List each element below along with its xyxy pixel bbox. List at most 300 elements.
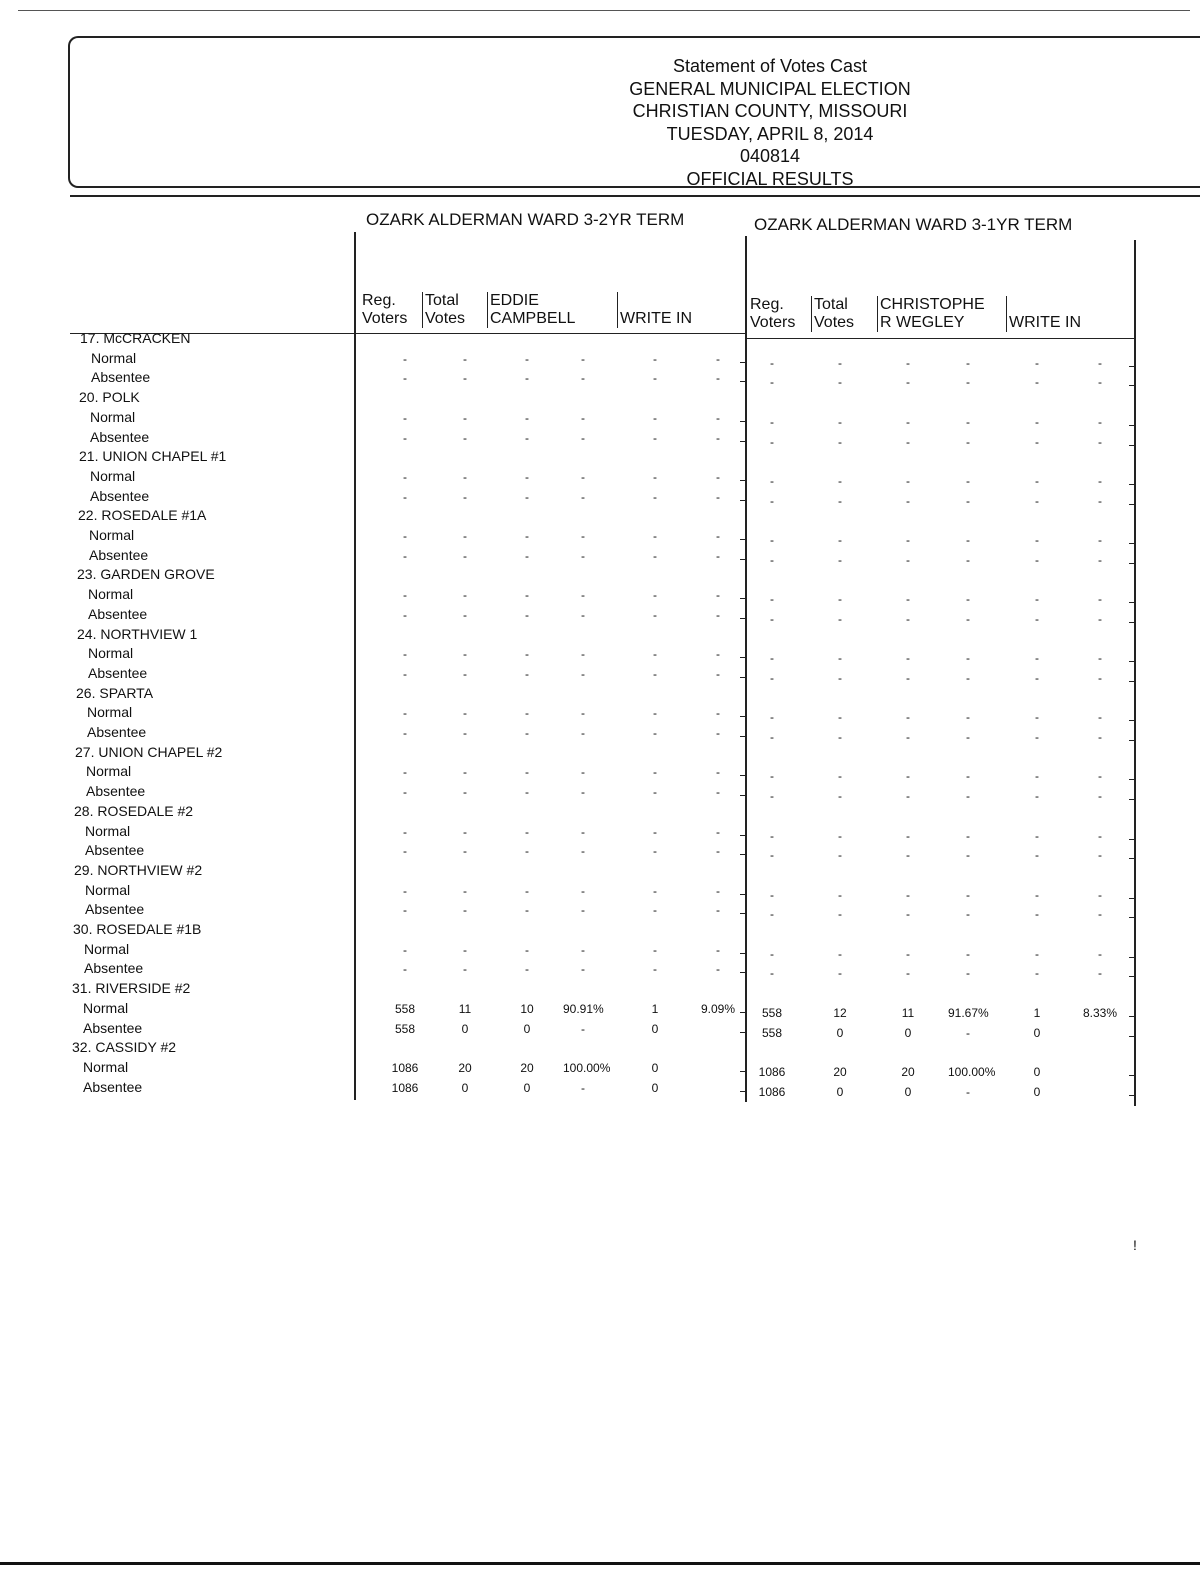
result-cell: -: [838, 415, 842, 429]
result-cell: -: [906, 769, 910, 783]
result-cell: -: [716, 470, 720, 484]
result-cell: -: [403, 884, 407, 898]
result-cell: 1086: [758, 1085, 786, 1099]
result-cell: -: [525, 608, 529, 622]
result-cell: -: [906, 907, 910, 921]
result-cell: -: [770, 671, 774, 685]
result-cell: -: [838, 769, 842, 783]
result-cell: 558: [761, 1026, 783, 1040]
precinct-name: 17. McCRACKEN: [80, 330, 191, 346]
result-cell: 0: [651, 1022, 659, 1036]
row-label: Absentee: [83, 1020, 143, 1036]
result-cell: -: [463, 588, 467, 602]
row-tick: [1129, 976, 1135, 977]
result-cell: -: [525, 529, 529, 543]
result-cell: -: [403, 943, 407, 957]
result-cell: -: [525, 706, 529, 720]
result-cell: 10: [520, 1002, 534, 1016]
result-cell: -: [403, 844, 407, 858]
col-total-votes-2yr: [425, 292, 465, 328]
row-label: Normal: [88, 645, 134, 661]
result-cell: -: [770, 533, 774, 547]
result-cell: -: [525, 765, 529, 779]
row-label: Normal: [85, 823, 131, 839]
col-line: EDDIE: [490, 292, 539, 309]
result-cell: -: [1035, 375, 1039, 389]
col-reg-voters-1yr: [750, 296, 795, 332]
col-line: Reg.: [362, 292, 396, 309]
result-cell: -: [463, 371, 467, 385]
result-cell: -: [770, 415, 774, 429]
result-cell: -: [966, 435, 970, 449]
result-cell: -: [838, 966, 842, 980]
result-cell: -: [838, 612, 842, 626]
result-cell: -: [906, 730, 910, 744]
row-label: Normal: [84, 941, 130, 957]
result-cell: -: [716, 647, 720, 661]
result-cell: -: [653, 726, 657, 740]
result-cell: -: [716, 962, 720, 976]
result-cell: -: [1035, 612, 1039, 626]
result-cell: 100.00%: [948, 1065, 996, 1079]
result-cell: -: [716, 844, 720, 858]
result-cell: -: [463, 765, 467, 779]
result-cell: -: [1098, 888, 1102, 902]
result-cell: -: [653, 943, 657, 957]
col-line: WRITE IN: [1009, 314, 1081, 331]
row-label: Normal: [89, 527, 135, 543]
result-cell: -: [1035, 907, 1039, 921]
row-tick: [1129, 445, 1135, 446]
row-label: Absentee: [88, 665, 148, 681]
result-cell: -: [581, 608, 585, 622]
result-cell: -: [966, 671, 970, 685]
result-cell: -: [581, 588, 585, 602]
margin-mark: !: [1133, 1237, 1137, 1253]
result-cell: -: [906, 947, 910, 961]
result-cell: -: [525, 371, 529, 385]
result-cell: -: [966, 474, 970, 488]
result-cell: -: [525, 903, 529, 917]
result-cell: -: [403, 706, 407, 720]
result-cell: 0: [1033, 1026, 1041, 1040]
result-cell: -: [1098, 848, 1102, 862]
result-cell: -: [966, 789, 970, 803]
row-label: Normal: [87, 704, 133, 720]
result-cell: -: [966, 612, 970, 626]
row-tick: [740, 835, 746, 836]
row-tick: [1129, 425, 1135, 426]
result-cell: -: [770, 612, 774, 626]
result-cell: -: [838, 651, 842, 665]
result-cell: -: [770, 966, 774, 980]
row-tick: [1129, 622, 1135, 623]
result-cell: -: [966, 533, 970, 547]
row-tick: [1129, 681, 1135, 682]
result-cell: -: [653, 884, 657, 898]
col-line: [1009, 296, 1081, 314]
result-cell: 11: [901, 1006, 915, 1020]
result-cell: -: [403, 667, 407, 681]
result-cell: -: [838, 907, 842, 921]
row-tick: [740, 1012, 746, 1013]
result-cell: -: [770, 592, 774, 606]
result-cell: -: [906, 966, 910, 980]
col-line: [620, 292, 692, 310]
result-cell: -: [966, 907, 970, 921]
result-cell: -: [581, 647, 585, 661]
result-cell: -: [966, 966, 970, 980]
result-cell: -: [1035, 789, 1039, 803]
result-cell: -: [838, 789, 842, 803]
result-cell: -: [966, 769, 970, 783]
column-header-rule-right: [746, 338, 1136, 339]
col-line: Votes: [814, 314, 855, 331]
result-cell: -: [581, 667, 585, 681]
result-cell: -: [770, 553, 774, 567]
result-cell: 558: [394, 1022, 416, 1036]
header-line-code: 040814: [739, 146, 801, 166]
col-write-in-2yr: [620, 292, 692, 328]
row-tick: [740, 972, 746, 973]
result-cell: -: [966, 553, 970, 567]
result-cell: -: [770, 651, 774, 665]
result-cell: -: [770, 848, 774, 862]
result-cell: -: [716, 765, 720, 779]
result-cell: -: [403, 608, 407, 622]
result-cell: -: [906, 671, 910, 685]
result-cell: -: [581, 352, 585, 366]
result-cell: -: [403, 431, 407, 445]
col-line: WRITE IN: [620, 310, 692, 327]
result-cell: -: [966, 651, 970, 665]
result-cell: 90.91%: [563, 1002, 604, 1016]
row-tick: [740, 854, 746, 855]
result-cell: -: [716, 943, 720, 957]
row-label: Normal: [86, 763, 132, 779]
result-cell: -: [1035, 966, 1039, 980]
result-cell: -: [716, 785, 720, 799]
result-cell: -: [403, 529, 407, 543]
result-cell: -: [525, 470, 529, 484]
result-cell: -: [1035, 415, 1039, 429]
row-tick: [1129, 1075, 1135, 1076]
result-cell: -: [581, 371, 585, 385]
row-tick: [740, 598, 746, 599]
result-cell: -: [906, 592, 910, 606]
result-cell: -: [716, 431, 720, 445]
result-cell: -: [770, 356, 774, 370]
result-cell: -: [1035, 829, 1039, 843]
result-cell: -: [1035, 848, 1039, 862]
result-cell: -: [463, 726, 467, 740]
result-cell: 0: [461, 1081, 469, 1095]
row-tick: [740, 381, 746, 382]
row-tick: [1129, 1095, 1135, 1096]
result-cell: -: [525, 785, 529, 799]
row-label: Normal: [83, 1000, 129, 1016]
row-tick: [740, 775, 746, 776]
result-cell: -: [1035, 769, 1039, 783]
result-cell: -: [1035, 356, 1039, 370]
result-cell: -: [653, 765, 657, 779]
result-cell: -: [838, 474, 842, 488]
precinct-name: 27. UNION CHAPEL #2: [75, 744, 223, 760]
result-cell: 0: [651, 1081, 659, 1095]
result-cell: -: [966, 829, 970, 843]
result-cell: -: [1035, 494, 1039, 508]
row-tick: [1129, 484, 1135, 485]
result-cell: -: [770, 710, 774, 724]
precinct-name: 29. NORTHVIEW #2: [74, 862, 203, 878]
result-cell: 1: [651, 1002, 659, 1016]
result-cell: -: [403, 470, 407, 484]
row-label: Normal: [90, 409, 136, 425]
result-cell: -: [403, 765, 407, 779]
result-cell: -: [770, 789, 774, 803]
row-tick: [1129, 563, 1135, 564]
result-cell: -: [525, 943, 529, 957]
result-cell: -: [463, 549, 467, 563]
result-cell: -: [1098, 947, 1102, 961]
row-label: Absentee: [87, 724, 147, 740]
result-cell: -: [403, 371, 407, 385]
result-cell: -: [653, 529, 657, 543]
result-cell: -: [653, 549, 657, 563]
row-tick: [740, 894, 746, 895]
result-cell: -: [403, 647, 407, 661]
result-cell: -: [581, 1022, 585, 1036]
precinct-name: 22. ROSEDALE #1A: [78, 507, 207, 523]
result-cell: -: [1035, 553, 1039, 567]
col-line: Total: [425, 292, 459, 309]
result-cell: 558: [394, 1002, 416, 1016]
result-cell: -: [403, 785, 407, 799]
result-cell: -: [403, 352, 407, 366]
result-cell: -: [906, 415, 910, 429]
result-cell: -: [581, 470, 585, 484]
result-cell: -: [525, 411, 529, 425]
top-edge-line: [18, 10, 1190, 11]
result-cell: -: [653, 352, 657, 366]
row-tick: [1129, 799, 1135, 800]
result-cell: -: [463, 529, 467, 543]
result-cell: -: [906, 888, 910, 902]
row-label: Absentee: [89, 547, 149, 563]
result-cell: -: [906, 789, 910, 803]
row-label: Normal: [83, 1059, 129, 1075]
result-cell: -: [770, 907, 774, 921]
col-line: CAMPBELL: [490, 310, 576, 327]
result-cell: -: [581, 825, 585, 839]
result-cell: -: [653, 588, 657, 602]
result-cell: -: [716, 588, 720, 602]
col-candidate-campbell: [490, 292, 575, 328]
row-tick: [740, 421, 746, 422]
result-cell: -: [716, 825, 720, 839]
result-cell: 8.33%: [1082, 1006, 1118, 1020]
result-cell: -: [581, 765, 585, 779]
result-cell: -: [716, 352, 720, 366]
result-cell: 11: [458, 1002, 472, 1016]
result-cell: -: [770, 494, 774, 508]
result-cell: -: [716, 706, 720, 720]
result-cell: -: [1098, 651, 1102, 665]
result-cell: -: [966, 1026, 970, 1040]
result-cell: 0: [523, 1022, 531, 1036]
row-tick: [740, 618, 746, 619]
result-cell: -: [403, 588, 407, 602]
result-cell: -: [770, 474, 774, 488]
precinct-name: 32. CASSIDY #2: [72, 1039, 177, 1055]
result-cell: -: [525, 647, 529, 661]
result-cell: -: [403, 962, 407, 976]
row-tick: [740, 716, 746, 717]
row-tick: [740, 500, 746, 501]
result-cell: -: [838, 533, 842, 547]
result-cell: -: [463, 825, 467, 839]
row-tick: [1129, 385, 1135, 386]
result-cell: -: [906, 848, 910, 862]
result-cell: -: [581, 431, 585, 445]
result-cell: -: [581, 1081, 585, 1095]
col-line: Votes: [425, 310, 466, 327]
row-tick: [740, 539, 746, 540]
result-cell: -: [525, 588, 529, 602]
result-cell: -: [653, 706, 657, 720]
result-cell: -: [653, 825, 657, 839]
report-header: [600, 55, 940, 190]
result-cell: -: [581, 549, 585, 563]
result-cell: -: [1035, 888, 1039, 902]
result-cell: -: [1098, 553, 1102, 567]
result-cell: -: [838, 671, 842, 685]
result-cell: -: [1035, 730, 1039, 744]
result-cell: -: [581, 529, 585, 543]
result-cell: -: [403, 903, 407, 917]
col-line: Total: [814, 296, 848, 313]
row-tick: [740, 677, 746, 678]
result-cell: -: [525, 431, 529, 445]
result-cell: -: [525, 352, 529, 366]
result-cell: -: [1098, 907, 1102, 921]
col-line: Voters: [362, 310, 408, 327]
row-tick: [1129, 839, 1135, 840]
result-cell: -: [525, 844, 529, 858]
row-tick: [740, 1091, 746, 1092]
result-cell: -: [1098, 829, 1102, 843]
result-cell: 20: [520, 1061, 534, 1075]
row-tick: [1129, 957, 1135, 958]
result-cell: -: [1098, 375, 1102, 389]
row-tick: [740, 913, 746, 914]
result-cell: -: [770, 829, 774, 843]
header-line-title: Statement of Votes Cast: [672, 56, 868, 76]
row-tick: [740, 559, 746, 560]
result-cell: -: [716, 667, 720, 681]
precinct-name: 30. ROSEDALE #1B: [73, 921, 202, 937]
result-cell: -: [838, 947, 842, 961]
result-cell: 0: [836, 1026, 844, 1040]
result-cell: -: [463, 943, 467, 957]
precinct-name: 26. SPARTA: [76, 685, 154, 701]
result-cell: -: [966, 592, 970, 606]
header-line-election: GENERAL MUNICIPAL ELECTION: [629, 78, 911, 99]
result-cell: -: [716, 549, 720, 563]
result-cell: -: [906, 533, 910, 547]
result-cell: -: [463, 608, 467, 622]
row-tick: [740, 1032, 746, 1033]
row-label: Absentee: [86, 783, 146, 799]
result-cell: 91.67%: [948, 1006, 989, 1020]
result-cell: -: [966, 375, 970, 389]
row-label: Absentee: [90, 429, 150, 445]
row-label: Absentee: [88, 606, 148, 622]
result-cell: -: [838, 592, 842, 606]
row-tick: [740, 953, 746, 954]
result-cell: 1086: [391, 1081, 419, 1095]
result-cell: 0: [523, 1081, 531, 1095]
result-cell: -: [966, 947, 970, 961]
result-cell: -: [581, 490, 585, 504]
result-cell: -: [463, 903, 467, 917]
result-cell: -: [463, 785, 467, 799]
row-label: Normal: [85, 882, 131, 898]
result-cell: -: [525, 825, 529, 839]
result-cell: -: [653, 470, 657, 484]
result-cell: -: [525, 884, 529, 898]
result-cell: -: [1035, 947, 1039, 961]
header-bottom-rule: [70, 195, 1200, 197]
result-cell: -: [1035, 435, 1039, 449]
result-cell: -: [1098, 612, 1102, 626]
precinct-name: 20. POLK: [79, 389, 140, 405]
col-total-votes-1yr: [814, 296, 854, 332]
result-cell: 0: [1033, 1065, 1041, 1079]
result-cell: -: [463, 667, 467, 681]
result-cell: -: [1035, 592, 1039, 606]
result-cell: -: [906, 375, 910, 389]
row-tick: [1129, 917, 1135, 918]
col-write-in-1yr: [1009, 296, 1081, 332]
row-tick: [1129, 898, 1135, 899]
result-cell: -: [581, 411, 585, 425]
contest-title-2yr: OZARK ALDERMAN WARD 3-2YR TERM: [366, 210, 685, 229]
result-cell: -: [966, 848, 970, 862]
result-cell: -: [838, 356, 842, 370]
row-label: Normal: [91, 350, 137, 366]
result-cell: -: [525, 726, 529, 740]
precinct-name: 24. NORTHVIEW 1: [77, 626, 198, 642]
result-cell: 20: [833, 1065, 847, 1079]
result-cell: -: [770, 375, 774, 389]
result-cell: 0: [904, 1026, 912, 1040]
result-cell: -: [1098, 494, 1102, 508]
result-cell: -: [1035, 671, 1039, 685]
result-cell: -: [463, 431, 467, 445]
precinct-name: 28. ROSEDALE #2: [74, 803, 194, 819]
result-cell: -: [906, 494, 910, 508]
row-label: Absentee: [91, 369, 151, 385]
result-cell: 0: [904, 1085, 912, 1099]
bottom-edge-line: [0, 1562, 1200, 1565]
result-cell: -: [581, 706, 585, 720]
result-cell: 9.09%: [700, 1002, 736, 1016]
result-cell: -: [838, 730, 842, 744]
result-cell: 100.00%: [563, 1061, 611, 1075]
result-cell: -: [838, 848, 842, 862]
result-cell: -: [966, 1085, 970, 1099]
